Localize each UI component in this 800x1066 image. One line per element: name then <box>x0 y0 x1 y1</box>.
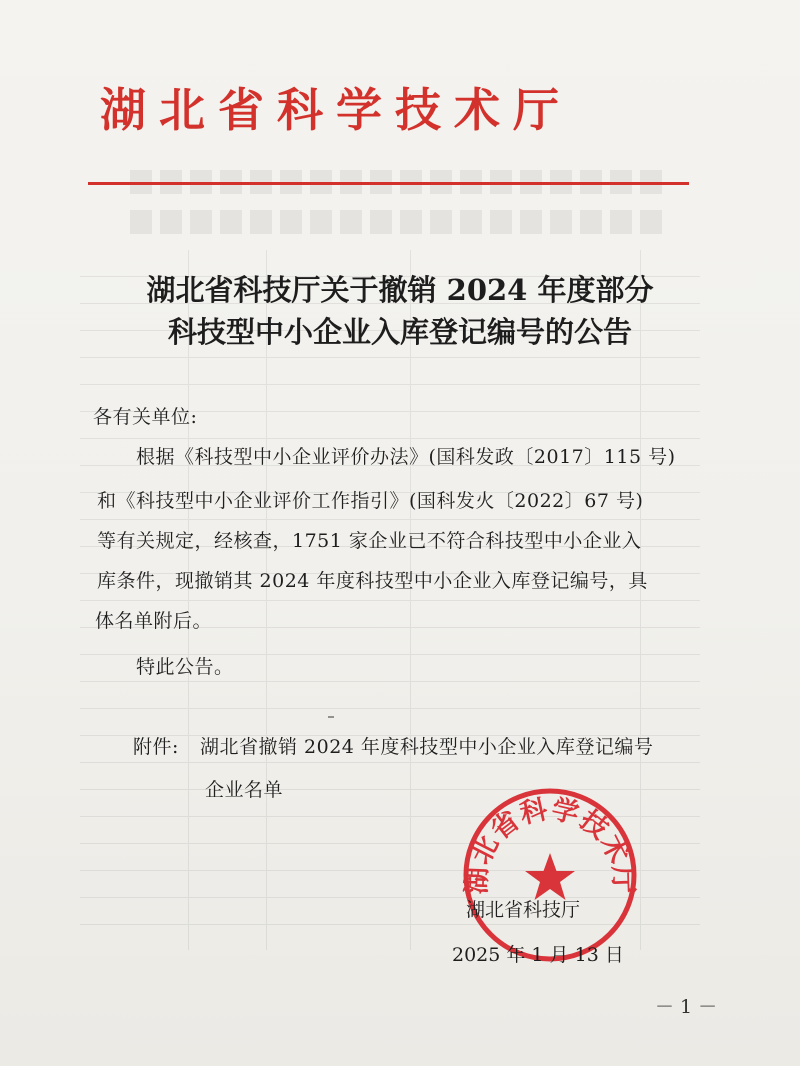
document-title-line-1: 湖北省科技厅关于撤销 2024 年度部分 <box>146 273 654 307</box>
attachment-title-line-2: 企业名单 <box>205 779 284 801</box>
body-line: 库条件，现撤销其 2024 年度科技型中小企业入库登记编号，具 <box>97 570 648 592</box>
paper-speck <box>328 716 334 718</box>
document-title-line-2: 科技型中小企业入库登记编号的公告 <box>167 315 632 349</box>
body-line: 体名单附后。 <box>95 610 213 632</box>
attachment-title-line-1: 湖北省撤销 2024 年度科技型中小企业入库登记编号 <box>200 736 654 758</box>
signature-organization: 湖北省科技厅 <box>466 899 581 921</box>
star-icon <box>525 853 575 900</box>
official-seal <box>460 785 640 965</box>
attachment-label: 附件: <box>133 736 179 758</box>
body-line: 等有关规定，经核查，1751 家企业已不符合科技型中小企业入 <box>97 530 642 552</box>
signature-date: 2025 年 1 月 13 日 <box>452 944 624 966</box>
svg-text:湖北省科学技术厅: 湖北省科学技术厅 <box>461 793 639 895</box>
letterhead-red-rule <box>88 182 689 185</box>
body-line: 根据《科技型中小企业评价办法》(国科发政〔2017〕115 号) <box>136 446 676 468</box>
letterhead: 湖北省科学技术厅 <box>100 83 572 137</box>
closing-text: 特此公告。 <box>136 656 234 678</box>
show-through-title <box>130 170 670 240</box>
page-number: － 1 － <box>655 996 718 1018</box>
body-line: 和《科技型中小企业评价工作指引》(国科发火〔2022〕67 号) <box>97 490 644 512</box>
salutation: 各有关单位: <box>93 406 198 428</box>
